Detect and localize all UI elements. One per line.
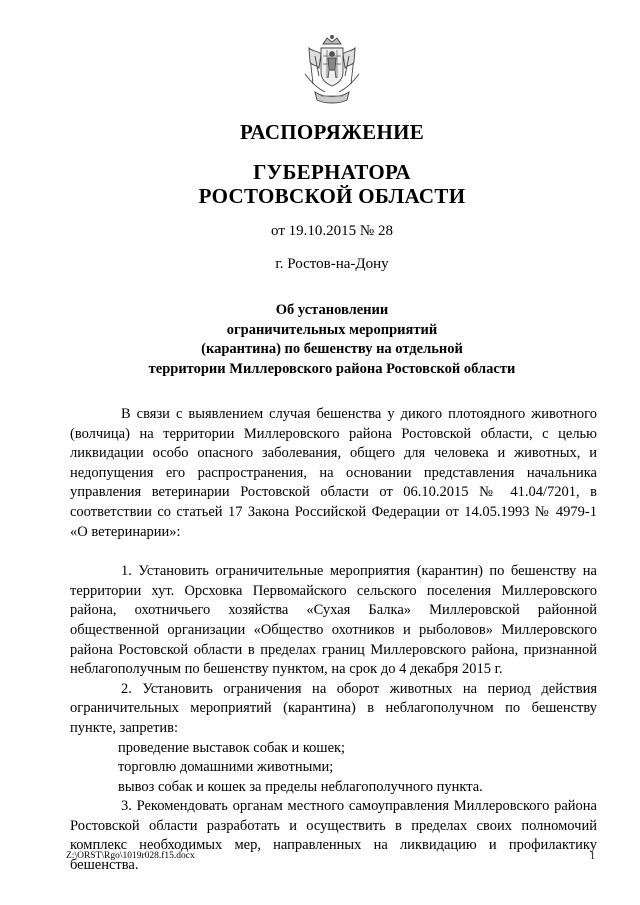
footer-page-number: 1 (590, 851, 595, 862)
document-type-heading: РАСПОРЯЖЕНИЕ (239, 120, 425, 144)
footer-file-path: Z:\ORST\Rgo\1019r028.f15.docx (66, 851, 195, 861)
prohibition-list-item: проведение выставок собак и кошек; (118, 739, 346, 756)
subject-line: территории Миллеровского района Ростовской области (148, 360, 516, 377)
coat-of-arms-icon (301, 34, 363, 106)
document-subject (0, 301, 640, 379)
preamble-paragraph: В связи с выявлением случая бешенства у дикого плотоядного животного (волчица) на территории Миллеровского района Ростовской области, с целью ликвидации особо опасного заболевания, общего для человека и животных, и недопущения его распространения, на основании представления начальника управления ветеринарии Ростовской области от 06.10.2015 № 41.04/7201, в соответствии со статьей 17 Закона Российской Федерации от 14.05.1993 № 4979-1 «О ветеринарии»: (70, 406, 597, 540)
prohibition-list-item: торговлю домашними животными; (118, 759, 334, 776)
issuer-heading-line2: РОСТОВСКОЙ ОБЛАСТИ (198, 184, 466, 208)
item-2-paragraph: 2. Установить ограничения на оборот животных на период действия ограничительных мероприятий (карантина) в неблагополучном по бешенству пункте, запретив: (70, 680, 597, 736)
item-1-paragraph: 1. Установить ограничительные мероприятия (карантин) по бешенству на территории хут. Орсховка Первомайского сельского поселения Миллеровского района, охотничьего хозяйства «Сухая Балка» Миллеровской районной общественной организации «Общество охотников и рыболовов» Миллеровского района Ростовской области в пределах границ Миллеровского района, признанной неблагополучным по бешенству пунктом, на срок до 4 декабря 2015 г. (70, 563, 597, 678)
subject-line: (карантина) по бешенству на отдельной (201, 341, 463, 357)
item-3-paragraph: 3. Рекомендовать органам местного самоуправления Миллеровского района Ростовской области разработать и осуществить в пределах своих полномочий комплекс необходимых мер, направленных на ликвидацию и профилактику бешенства. (70, 798, 597, 874)
subject-line: Об установлении (275, 302, 389, 318)
prohibition-list-item: вывоз собак и кошек за пределы неблагополучного пункта. (118, 778, 483, 795)
document-date-number: от 19.10.2015 № 28 (271, 223, 393, 239)
document-body (70, 405, 597, 876)
subject-line: ограничительных мероприятий (226, 321, 438, 338)
issuer-heading-line1: ГУБЕРНАТОРА (253, 160, 411, 184)
document-city: г. Ростов-на-Дону (275, 256, 389, 272)
